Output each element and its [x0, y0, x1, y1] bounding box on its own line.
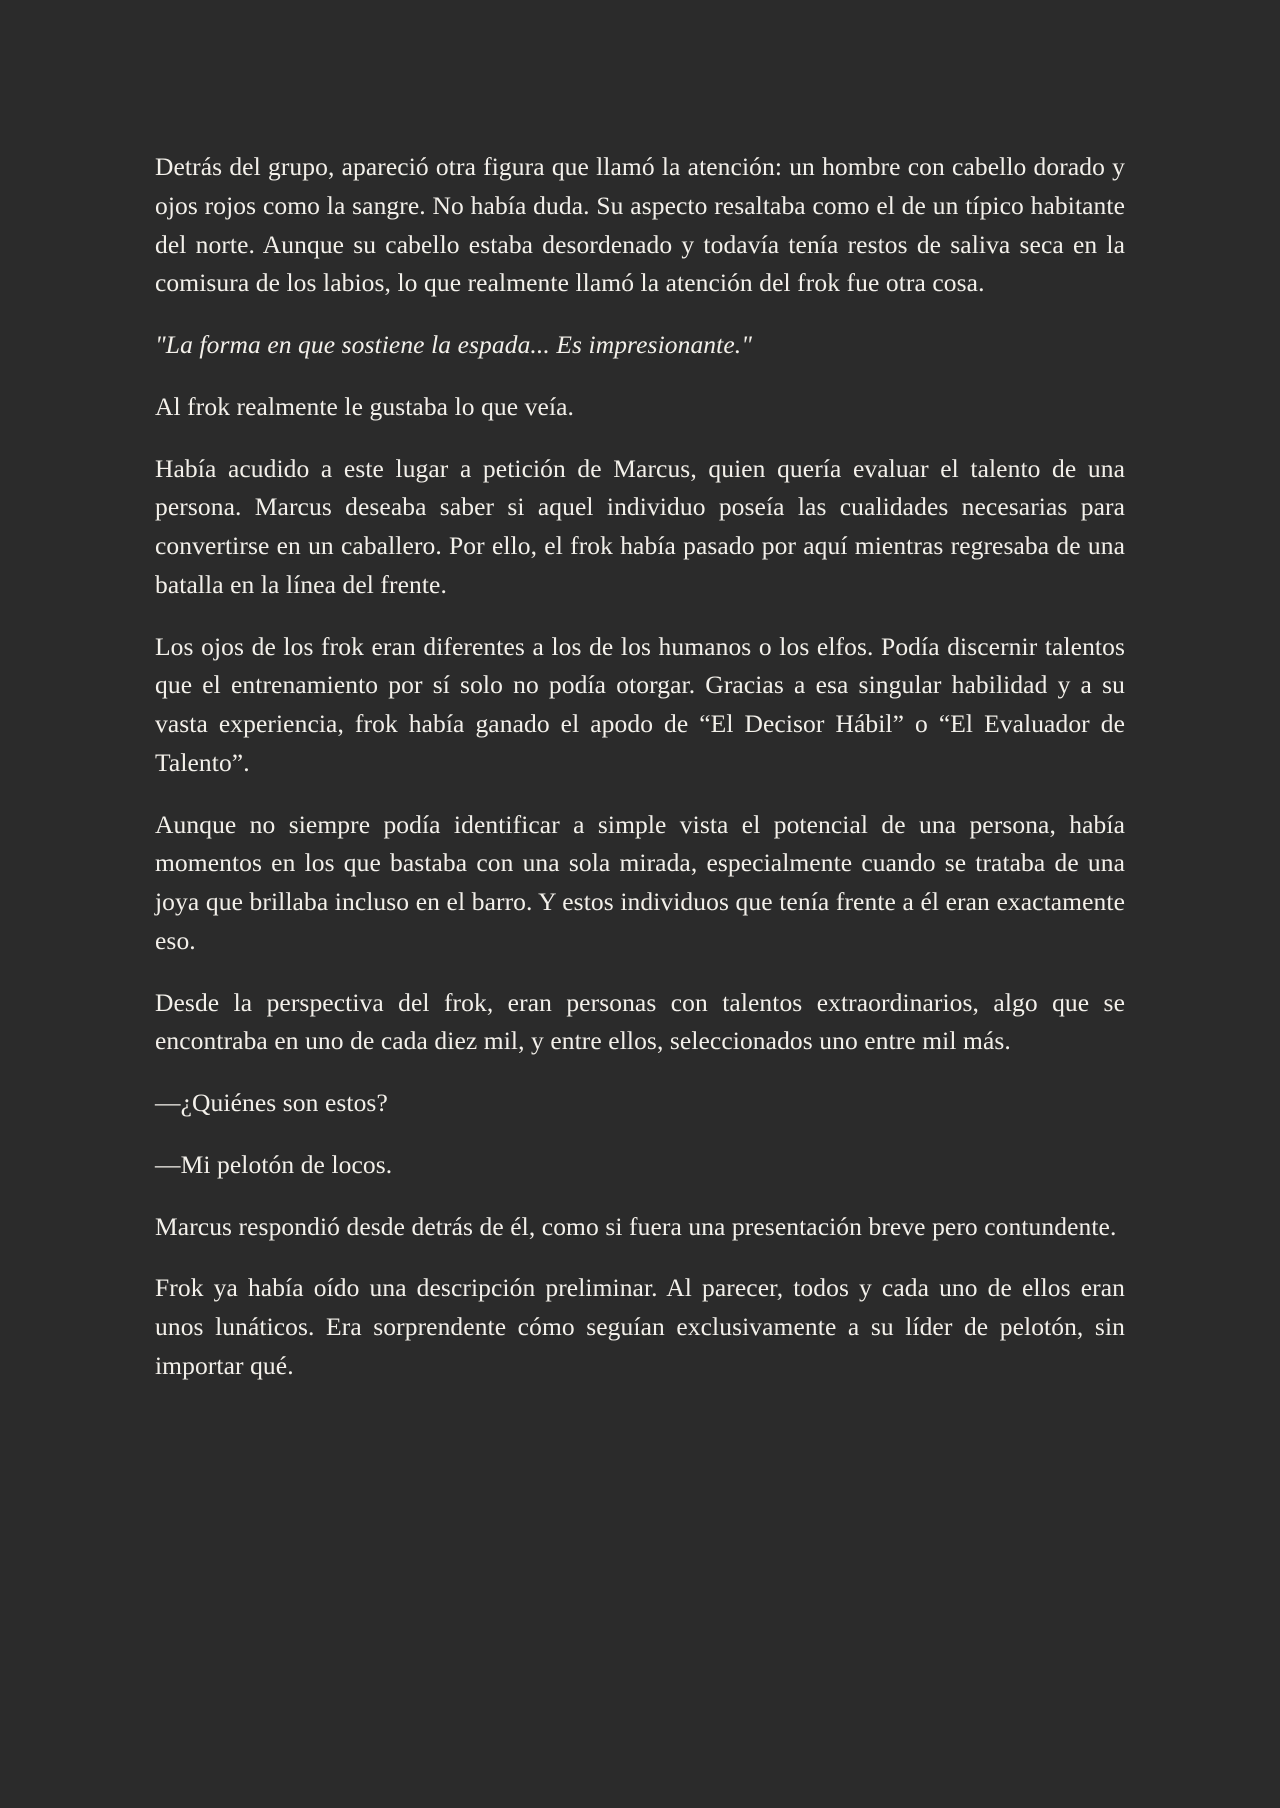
paragraph: Frok ya había oído una descripción preliminar. Al parecer, todos y cada uno de ellos eran unos lunáticos. Era sorprendente cómo seguían exclusivamente a su líder de pelotón, sin importar qué.	[155, 1273, 1125, 1380]
paragraph: Detrás del grupo, apareció otra figura que llamó la atención: un hombre con cabello dorado y ojos rojos como la sangre. No había duda. Su aspecto resaltaba como el de un típico habitante del norte. Aunque su cabello estaba desordenado y todavía tenía restos de saliva seca en la comisura de los labios, lo que realmente llamó la atención del frok fue otra cosa.	[155, 152, 1125, 298]
paragraph-dialogue: —Mi pelotón de locos.	[155, 1149, 393, 1179]
paragraph: Marcus respondió desde detrás de él, como si fuera una presentación breve pero contundente.	[155, 1211, 1117, 1241]
paragraph-quote: "La forma en que sostiene la espada... Es impresionante."	[155, 330, 753, 359]
paragraph: Los ojos de los frok eran diferentes a los de los humanos o los elfos. Podía discernir talentos que el entrenamiento por sí solo no podía otorgar. Gracias a esa singular habilidad y a su vasta experiencia, frok había ganado el apodo de “El Decisor Hábil” o “El Evaluador de Talento”.	[155, 631, 1125, 777]
paragraph: Había acudido a este lugar a petición de Marcus, quien quería evaluar el talento de una persona. Marcus deseaba saber si aquel individuo poseía las cualidades necesarias para convertirse en un caballero. Por ello, el frok había pasado por aquí mientras regresaba de una batalla en la línea del frente.	[155, 453, 1125, 599]
paragraph: Al frok realmente le gustaba lo que veía.	[155, 391, 575, 421]
document-body	[155, 148, 1125, 1386]
paragraph: Aunque no siempre podía identificar a simple vista el potencial de una persona, había momentos en los que bastaba con una sola mirada, especialmente cuando se trataba de una joya que brillaba incluso en el barro. Y estos individuos que tenía frente a él eran exactamente eso.	[155, 809, 1125, 955]
paragraph-dialogue: —¿Quiénes son estos?	[155, 1088, 388, 1117]
paragraph: Desde la perspectiva del frok, eran personas con talentos extraordinarios, algo que se encontraba en uno de cada diez mil, y entre ellos, seleccionados uno entre mil más.	[155, 987, 1125, 1056]
